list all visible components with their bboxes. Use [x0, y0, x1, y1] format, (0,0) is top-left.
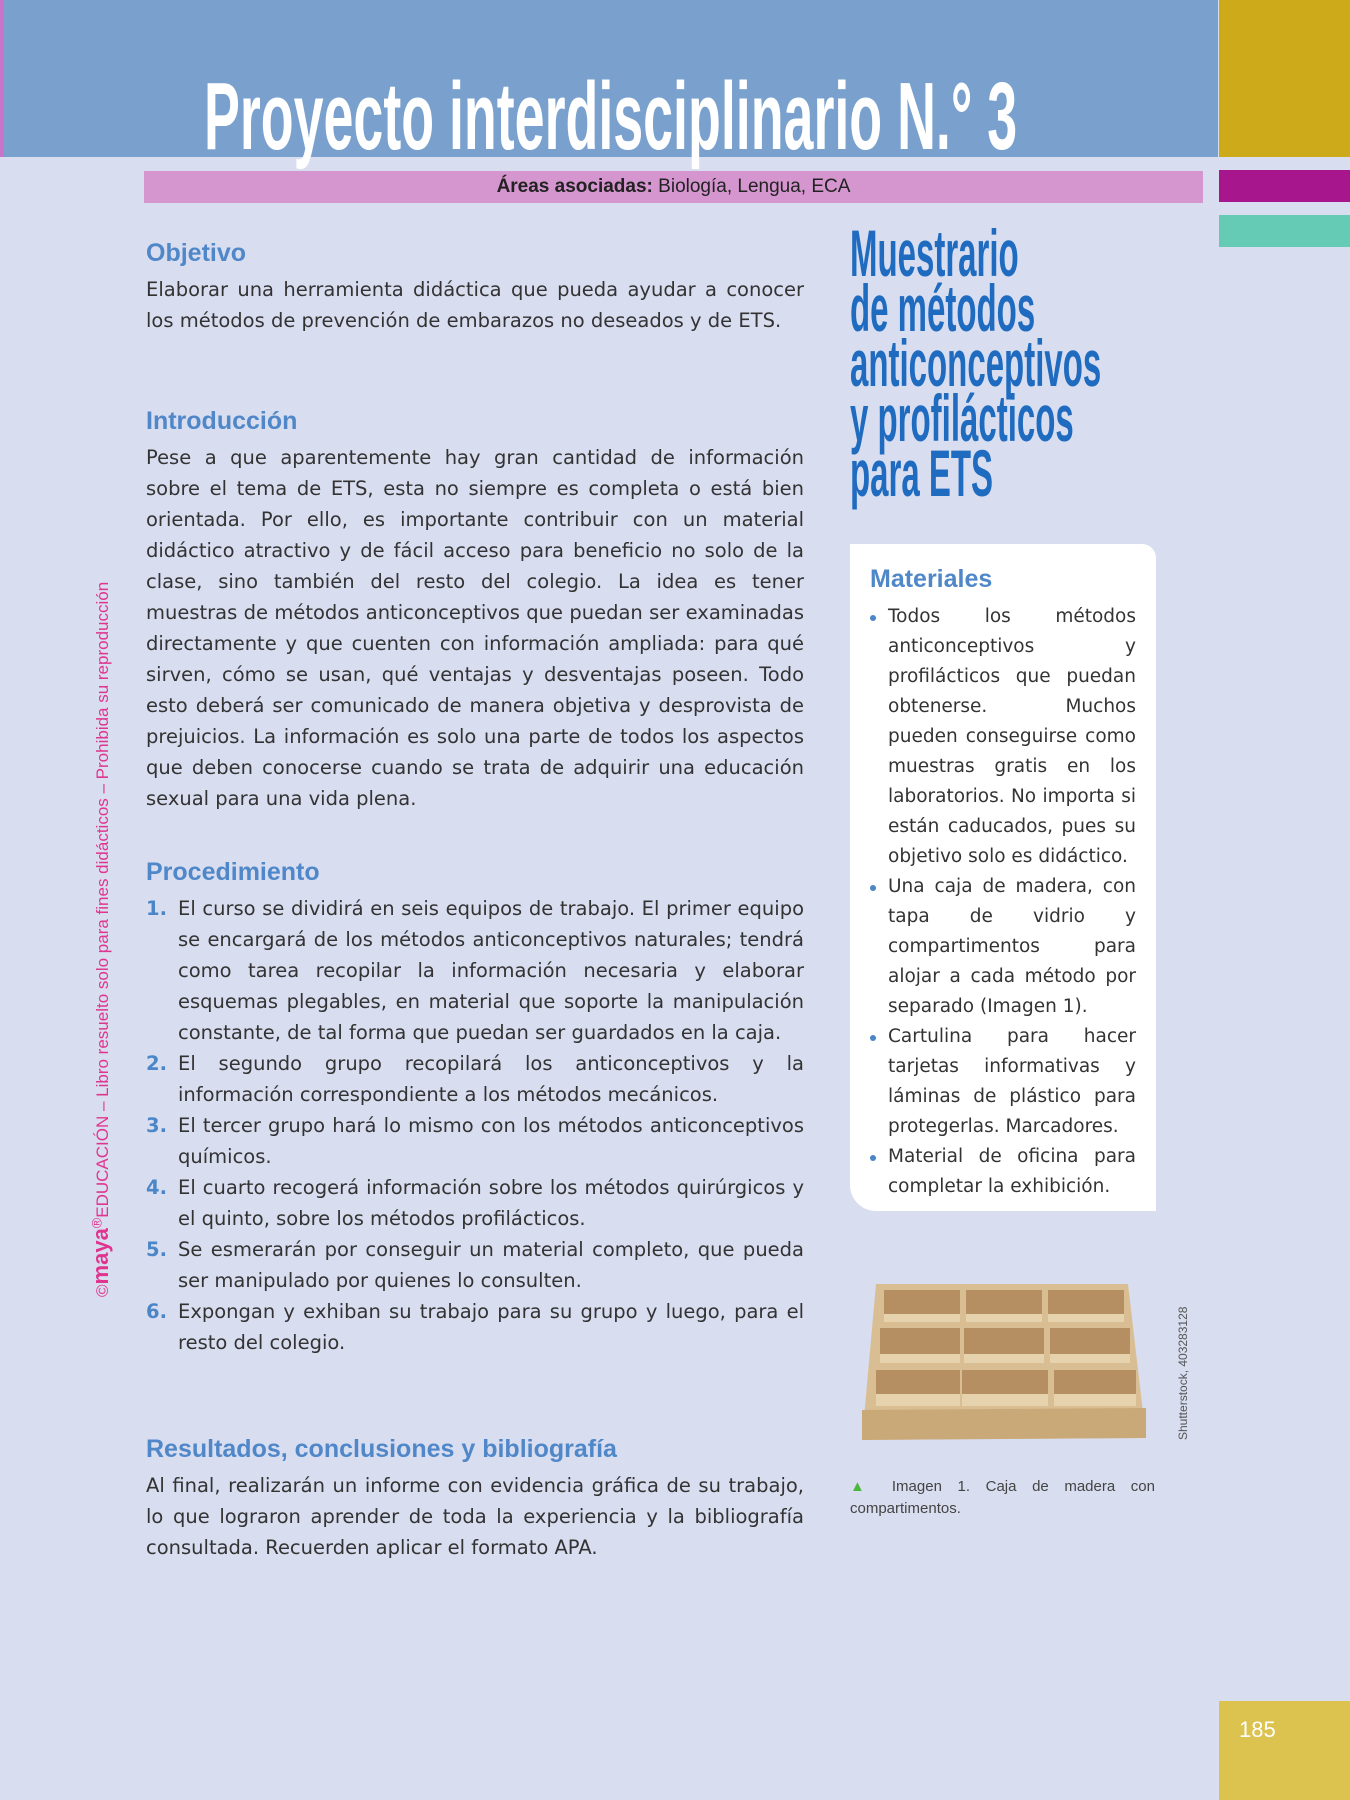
objetivo-text: Elaborar una herramienta didáctica que pueda ayudar a conocer los métodos de prevención de embarazos no deseados y de ETS. [146, 278, 804, 332]
list-item [146, 893, 804, 1048]
list-item: Cartulina para hacer tarjetas informativas y láminas de plástico para protegerlas. Marcadores. [870, 1022, 1136, 1142]
materiales-box [850, 544, 1156, 1211]
copyright-symbol: © [93, 1284, 112, 1297]
item-number: 6. [146, 1300, 167, 1323]
introduccion-text: Pese a que aparentemente hay gran cantidad de información sobre el tema de ETS, esta no siempre es completa o está bien orientada. Por ello, es importante contribuir con un material didáctico atractivo y de fácil acceso para beneficio no solo de la clase, sino también del resto del colegio. La idea es tener muestras de métodos anticonceptivos que puedan ser examinadas directamente y que cuenten con información ampliada: para qué sirven, cómo se usan, qué ventajas y desventajas poseen. Todo esto deberá ser comunicado de manera objetiva y desprovista de prejuicios. La información es solo una parte de todos los aspectos que deben conocerse cuando se trata de adquirir una educación sexual para una vida plena. [146, 446, 804, 810]
list-item: Material de oficina para completar la exhibición. [870, 1142, 1136, 1202]
item-text: Expongan y exhiban su trabajo para su grupo y luego, para el resto del colegio. [178, 1300, 804, 1354]
resultados-text: Al final, realizarán un informe con evidencia gráfica de su trabajo, lo que lograron aprender de toda la experiencia y la bibliografía consultada. Recuerden aplicar el formato APA. [146, 1474, 804, 1559]
page-title: Proyecto interdisciplinario N.° 3 [204, 63, 1018, 170]
triangle-icon: ▲ [850, 1478, 877, 1495]
list-item: Una caja de madera, con tapa de vidrio y compartimentos para alojar a cada método por separado (Imagen 1). [870, 872, 1136, 1022]
materiales-heading: Materiales [870, 565, 993, 593]
procedimiento-section [146, 855, 804, 1358]
procedimiento-list [146, 893, 804, 1358]
item-number: 5. [146, 1238, 167, 1261]
registered-mark: ® [89, 1217, 106, 1229]
item-text: Se esmerarán por conseguir un material completo, que pueda ser manipulado por quienes lo consulten. [178, 1238, 804, 1292]
page-number: 185 [1219, 1701, 1350, 1800]
list-item [146, 1234, 804, 1296]
objetivo-section [146, 236, 804, 336]
list-item: Todos los métodos anticonceptivos y profilácticos que puedan obtenerse. Muchos pueden conseguirse como muestras gratis en los laboratorios. No importa si están caducados, pues su objetivo solo es didáctico. [870, 602, 1136, 872]
associated-areas [144, 171, 1203, 203]
item-number: 2. [146, 1052, 167, 1075]
introduccion-heading: Introducción [146, 407, 298, 435]
brand-logo: maya [88, 1228, 113, 1285]
resultados-section [146, 1432, 804, 1563]
wooden-box-image [858, 1280, 1148, 1449]
list-item [146, 1296, 804, 1358]
magenta-tab [1219, 170, 1350, 202]
gold-tab [1219, 0, 1350, 157]
item-number: 3. [146, 1114, 167, 1137]
areas-value: Biología, Lengua, ECA [652, 176, 851, 197]
copyright-note [88, 582, 114, 1297]
photo-credit: Shutterstock, 403283128 [1176, 1306, 1190, 1440]
item-text: El cuarto recogerá información sobre los métodos quirúrgicos y el quinto, sobre los métodos profilácticos. [178, 1176, 804, 1230]
materiales-list [870, 602, 1136, 1202]
item-number: 4. [146, 1176, 167, 1199]
item-text: El segundo grupo recopilará los anticonceptivos y la información correspondiente a los métodos mecánicos. [178, 1052, 804, 1106]
caption-text: Imagen 1. Caja de madera con compartimentos. [850, 1478, 1155, 1517]
introduccion-section [146, 404, 804, 814]
item-text: El curso se dividirá en seis equipos de trabajo. El primer equipo se encargará de los métodos anticonceptivos naturales; tendrá como tarea recopilar la información necesaria y elaborar esquemas plegables, en material que soporte la manipulación constante, de tal forma que puedan ser guardados en la caja. [178, 897, 804, 1044]
procedimiento-heading: Procedimiento [146, 858, 320, 886]
project-title-line: anticonceptivos [850, 326, 1102, 400]
project-title-line: para ETS [850, 436, 994, 510]
project-title-line: y profilácticos [850, 381, 1074, 455]
item-text: El tercer grupo hará lo mismo con los métodos anticonceptivos químicos. [178, 1114, 804, 1168]
objetivo-heading: Objetivo [146, 239, 247, 267]
areas-label: Áreas asociadas: [496, 176, 653, 197]
project-title-line: de métodos [850, 271, 1036, 345]
list-item [146, 1172, 804, 1234]
figure-caption [850, 1476, 1155, 1520]
item-number: 1. [146, 897, 167, 920]
teal-tab [1219, 215, 1350, 247]
project-title [850, 216, 1102, 510]
list-item [146, 1110, 804, 1172]
project-title-line: Muestrario [850, 216, 1019, 290]
list-item [146, 1048, 804, 1110]
copyright-text: EDUCACIÓN – Libro resuelto solo para fines didácticos – Prohibida su reproducción [93, 581, 112, 1218]
resultados-heading: Resultados, conclusiones y bibliografía [146, 1435, 617, 1463]
